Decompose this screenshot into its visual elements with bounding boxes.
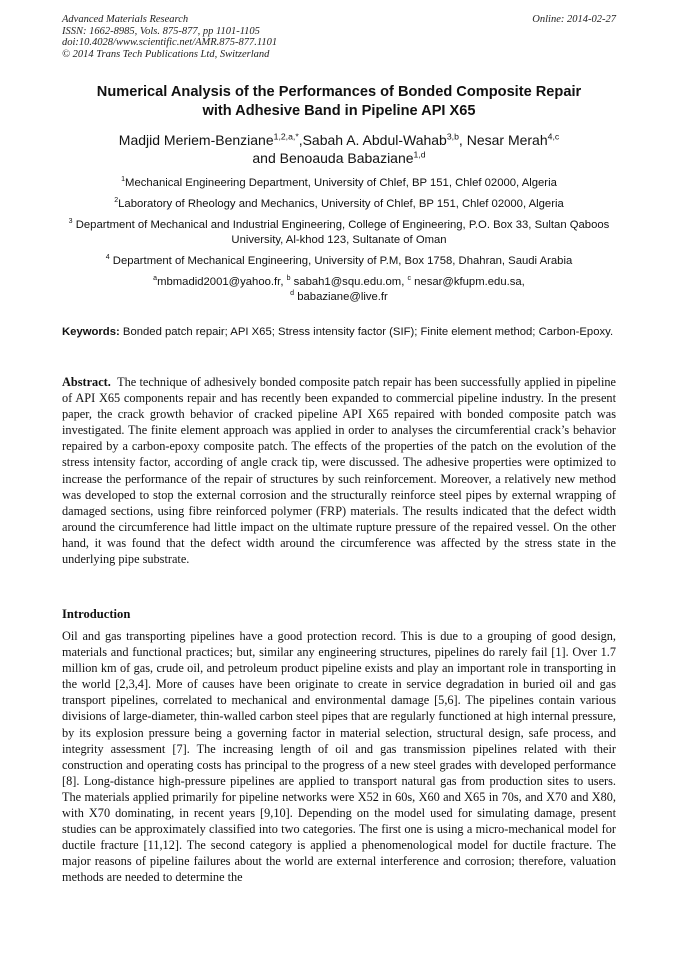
email-address: sabah1@squ.edu.om, <box>293 276 405 288</box>
email-superscript: c <box>407 275 411 283</box>
affiliation-2 <box>62 197 616 212</box>
email-address: babaziane@live.fr <box>297 291 388 303</box>
author-superscript: 1,d <box>413 149 426 160</box>
author-name: and Benoauda Babaziane <box>252 150 414 166</box>
journal-name: Advanced Materials Research <box>62 14 189 25</box>
introduction-paragraph: Oil and gas transporting pipelines have a good protection record. This is due to a grouping of good design, materials and functional practices; but, similar any engineering structures, pipelines do rarely fail [1]. Over 1.7 million km of gas, crude oil, and petroleum product pipeline exists and play an important role in transporting in the world [2,3,4]. More of causes have been originate to create in service degradation in buried oil and gas transport pipelines, correlated to mechanical and environmental damage [5,6]. The pipelines contain various divisions of large-diameter, thin-walled carbon steel pipes that are regularly functioned at high internal pressure, by its explosion pressure being a governing factor in material selection, structural design, safe process, and integrity assessment [7]. The increasing length of oil and gas transmission pipelines related with their construction and operating costs has principal to the progress of a new steel grades with developed performance [8]. Long-distance high-pressure pipelines are applied to transport natural gas from production sites to users. The materials applied primarily for pipeline networks were X52 in 60s, X60 and X65 in 70s, and X70 and X80, with X70 dominating, in recent years [9,10]. Depending on the model used for simulating damage, present studies can be approximately classified into two categories. The first one is using a micro-mechanical model for ductile fracture [11,12]. The second category is applied a phenomenological model for ductile fracture. The major reasons of pipeline failures about the world are external interference and corrosion; therefore, valuation methods are needed to determine the <box>62 629 616 885</box>
author-separator: , <box>298 132 303 148</box>
section-heading-introduction: Introduction <box>62 607 131 621</box>
paper-title <box>62 83 616 121</box>
abstract-label: Abstract. <box>62 375 111 389</box>
affiliation-text: Mechanical Engineering Department, University of Chlef, BP 151, Chlef 02000, Algeria <box>125 177 557 189</box>
running-header <box>62 14 616 60</box>
email-superscript: d <box>290 290 295 298</box>
author-name: Sabah A. Abdul-Wahab <box>302 132 447 148</box>
affiliation-4 <box>62 254 616 269</box>
author-superscript: 1,2,a,* <box>273 131 299 142</box>
keywords-text: Bonded patch repair; API X65; Stress intensity factor (SIF); Finite element method; Carbon-Epoxy. <box>122 326 614 338</box>
copyright-line: © 2014 Trans Tech Publications Ltd, Switzerland <box>62 48 270 60</box>
affiliation-text: Laboratory of Rheology and Mechanics, University of Chlef, BP 151, Chlef 02000, Algeria <box>118 198 564 210</box>
affiliation-superscript: 4 <box>105 254 110 262</box>
online-date: Online: 2014-02-27 <box>532 14 616 25</box>
keywords-label: Keywords: <box>62 326 120 338</box>
author-name: Nesar Merah <box>466 132 548 148</box>
email-superscript: a <box>153 275 158 283</box>
email-list <box>62 275 616 305</box>
title-line-1: Numerical Analysis of the Performances of Bonded Composite Repair <box>96 84 582 100</box>
affiliation-1 <box>62 176 616 191</box>
keywords-paragraph <box>62 324 616 340</box>
author-name: Madjid Meriem-Benziane <box>118 132 274 148</box>
affiliation-superscript: 1 <box>121 176 126 184</box>
email-address: nesar@kfupm.edu.sa, <box>414 276 525 288</box>
affiliation-superscript: 3 <box>68 218 73 226</box>
affiliation-superscript: 2 <box>114 197 119 205</box>
author-list <box>62 131 616 167</box>
affiliation-text: Department of Mechanical Engineering, University of P.M, Box 1758, Dhahran, Saudi Arabia <box>112 255 573 267</box>
abstract-paragraph <box>62 374 616 567</box>
title-line-2: with Adhesive Band in Pipeline API X65 <box>202 103 476 119</box>
email-superscript: b <box>286 275 291 283</box>
affiliation-text: Department of Mechanical and Industrial Engineering, College of Engineering, P.O. Box 33, Sultan Qaboos University, Al-khod 123, Sultanate of Oman <box>75 219 610 246</box>
author-separator: , <box>458 132 467 148</box>
affiliation-3 <box>62 218 616 248</box>
author-superscript: 3,b <box>446 131 459 142</box>
author-superscript: 4,c <box>547 131 560 142</box>
abstract-text: The technique of adhesively bonded composite patch repair has been successfully applied in pipeline of API X65 components repair and has recently been expanded to commercial pipeline industry. In the present paper, the crack growth behavior of cracked pipeline API X65 repaired with bonded composite patch was investigated. The finite element approach was applied in order to analyses the circumferential crack’s behavior repaired by a carbon-epoxy composite patch. The effects of the properties of the patch on the evolution of the stress intensity factor, according of angle crack tip, were discussed. The adhesive properties were optimized to increase the performance of the repair of structures by such reinforcement. Moreover, a relatively new method was developed to stop the external corrosion and the structurally reinforce steel pipes by external wrapping of damaged sections, using fibre reinforced polymer (FRP) materials. The results indicated that the defect width around the circumference had little impact on the ultimate rupture pressure of the repaired vessel. On the other hand, it was found that the defect width around the circumference was affected by the stress state in the underlying pipe substrate. <box>62 375 616 567</box>
doi-line: doi:10.4028/www.scientific.net/AMR.875-877.1101 <box>62 37 278 49</box>
email-address: mbmadid2001@yahoo.fr, <box>157 276 284 288</box>
issn-line: ISSN: 1662-8985, Vols. 875-877, pp 1101-1105 <box>62 25 260 37</box>
